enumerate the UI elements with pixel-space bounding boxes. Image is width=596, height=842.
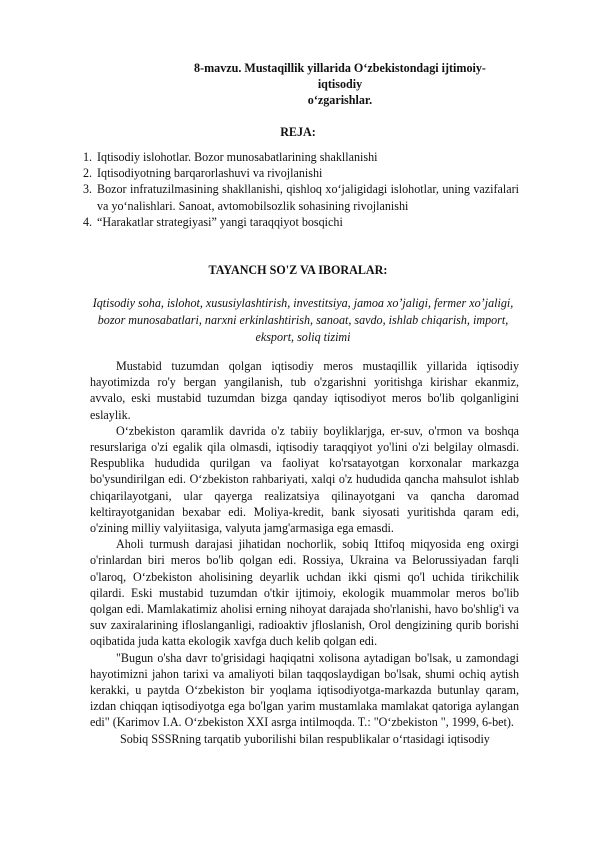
- plan-item-text: “Harakatlar strategiyasi” yangi taraqqiyot bosqichi: [97, 214, 343, 229]
- plan-item: [83, 165, 519, 181]
- plan-item-text: Bozor infratuzilmasining shakllanishi, qishloq xo‘jaligidagi islohotlar, uning vazifalari va yo‘nalishlari. Sanoat, avtomobilsozlik sohasining rivojlanishi: [97, 182, 519, 213]
- title-line-3: o‘zgarishlar.: [307, 93, 373, 107]
- paragraph: Sobiq SSSRning tarqatib yuborilishi bilan respublikalar o‘rtasidagi iqtisodiy: [120, 731, 490, 746]
- plan-list: [83, 149, 519, 230]
- paragraph: Aholi turmush darajasi jihatidan nochorlik, sobiq Ittifoq miqyosida eng oxirgi o'rinlardan biri meros bo'lib qolgan edi. Rossiya, Ukraina va Belorussiyadan farqli o'laroq, O‘zbekiston aholisining deyarlik uchdan ikki qismi qo'l uchida tirikchilik qilardi. Eski mustabid tuzumdan o'tkir ijtimoiy, ekologik muammolar meros bo'lib qolgan edi. Mamlakatimiz aholisi erning nihoyat darajada sho'rlanishi, havo bo'shlig'i va suv zaxiralarining ifloslanganligi, radioaktiv jfloslanish, Orol dengizining qurib borishi oqibatida juda katta ekologik xavfga duch kelib qolgan edi.: [90, 537, 519, 649]
- keywords-text: Iqtisodiy soha, islohot, xususiylashtirish, investitsiya, jamoa xo’jaligi, fermer xo’jaligi, bozor munosabatlari, narxni erkinlashtirish, sanoat, savdo, ishlab chiqarish, import, eksport, soliq tizimi: [92, 296, 514, 344]
- plan-item-text: Iqtisodiyotning barqarorlashuvi va rivojlanishi: [97, 166, 323, 181]
- title-line-1: 8-mavzu. Mustaqillik yillarida O‘zbekistondagi ijtimoiy-: [194, 61, 486, 75]
- plan-item: [83, 181, 519, 213]
- plan-item-number: 3.: [83, 182, 93, 197]
- keywords-heading: TAYANCH SO'Z VA IBORALAR:: [208, 263, 388, 277]
- plan-item-number: 4.: [83, 214, 93, 229]
- body-text: [90, 358, 519, 747]
- paragraph: O‘zbekiston qaramlik davrida o'z tabiiy boyliklarjga, er-suv, o'rmon va boshqa resurslariga o'zi egalik qila olmasdi, iqtisodiy taraqqiyot yo'lini o'zi belgilay olmasdi. Respublika hududida qurilgan va faoliyat ko'rsatayotgan korxonalar markazga bo'ysundirilgan edi. O‘zbekiston rahbariyati, xalqi o'z hududida qancha mahsulot ishlab chiqarilayotgani, ular qayerga realizatsiya qilinayotgani va qancha daromad keltirayotganidan bexabar edi. Moliya-kredit, bank siyosati yuritishda qaram edi, o'zining milliy valyiitasiga, valyuta jamg'armasiga ega emasdi.: [90, 423, 519, 536]
- title-line-2: iqtisodiy: [317, 77, 363, 91]
- plan-item-text: Iqtisodiy islohotlar. Bozor munosabatlarining shakllanishi: [97, 150, 378, 164]
- paragraph: "Bugun o'sha davr to'grisidagi haqiqatni xolisona aytadigan bo'lsak, u zamondagi hayotimizni jahon tarixi va amaliyoti bilan taqqoslaydigan bo'lsak, shumi ochiq aytish kerakki, u paytda O‘zbekiston bir yoqlama iqtisodiyotga-markazda butunlay qaram, izdan chiqqan iqtisodiyotga ega bo'lgan yarim mustamlaka mamlakat qatoriga aylangan edi" (Karimov I.A. O‘zbekiston XXI asrga intilmoqda. T.: "O‘zbekiston ", 1999, 6-bet).: [90, 650, 519, 730]
- plan-item: [83, 214, 519, 230]
- plan-item-number: 2.: [83, 166, 93, 181]
- plan-heading: REJA:: [280, 125, 316, 139]
- plan-item-number: 1.: [83, 150, 93, 164]
- lecture-title: [150, 60, 530, 108]
- paragraph: Mustabid tuzumdan qolgan iqtisodiy meros mustaqillik yillarida iqtisodiy hayotimizda ro'y bergan yangilanish, tub o'zgarishni yoritishga kirishar ekanmiz, avvalo, eski mustabid tuzumdan bizga qanday iqtisodiyot meros bo'lib qolganligini eslaylik.: [90, 359, 519, 422]
- plan-item: [83, 149, 519, 165]
